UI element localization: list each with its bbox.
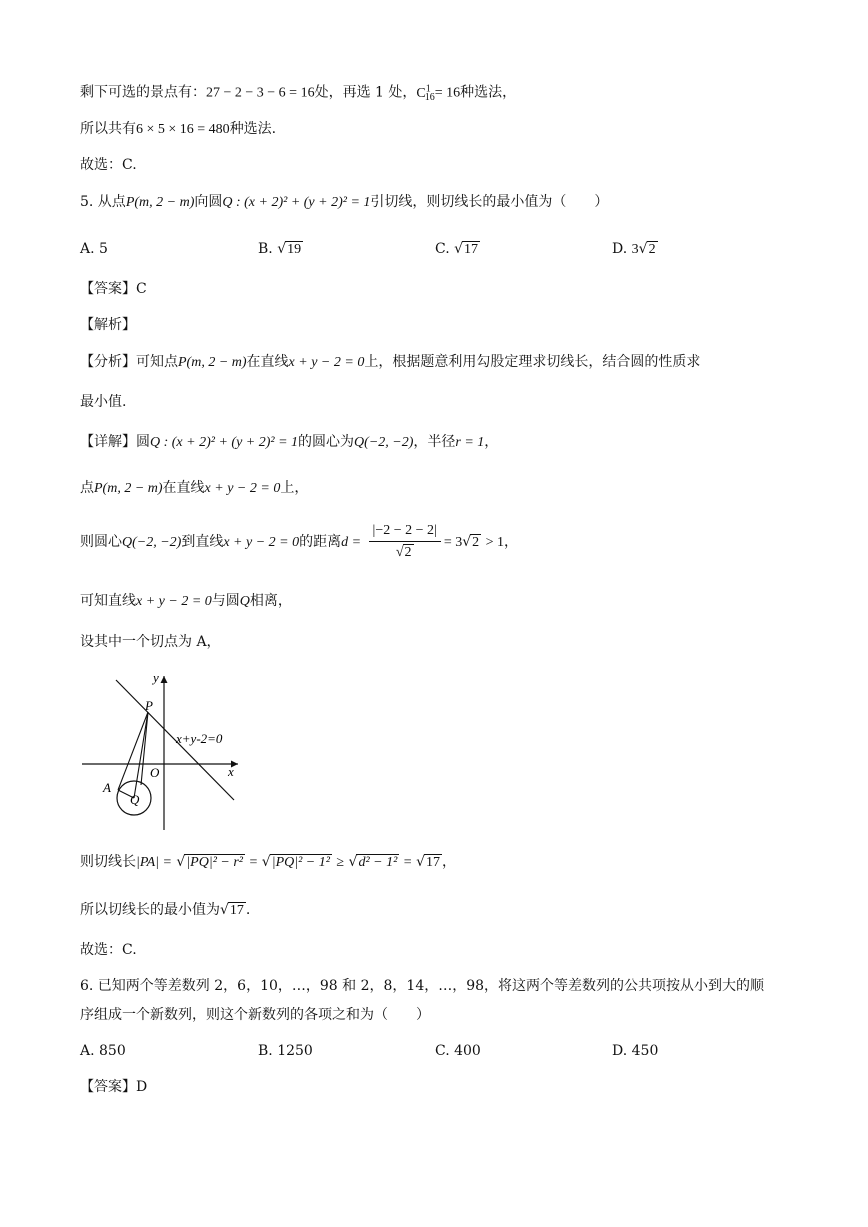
analysis-line-1: 【分析】可知点P(m, 2 − m)在直线x + y − 2 = 0上，根据题意利用勾股定理求切线长，结合圆的性质求 xyxy=(80,354,701,370)
detail-line-4: 可知直线x + y − 2 = 0与圆Q相离， xyxy=(80,593,292,609)
combination: $C^1_{16}$ xyxy=(416,83,435,104)
detail-line-6: 则切线长|PA| = √|PQ|² − r² = √|PQ|² − 1² ≥ √d² − 1² = √17 ， xyxy=(80,854,457,870)
distance-fraction: $\frac{|-2 - 2 - 2|}{√2}$ xyxy=(369,521,441,564)
label-o: O xyxy=(150,765,160,780)
question-6-line-2: 序组成一个新数列，则这个新数列的各项之和为（ ） xyxy=(80,1007,430,1023)
label-y: y xyxy=(153,670,159,685)
label-a: A xyxy=(103,780,111,795)
option-6-c: C. 400 xyxy=(435,1043,481,1059)
option-6-a: A. 850 xyxy=(80,1043,126,1059)
text: 剩下可选的景点有： xyxy=(80,84,206,101)
question-5: 5. 从点P(m, 2 − m)向圆Q : (x + 2)² + (y + 2)² = 1引切线，则切线长的最小值为（ ） xyxy=(80,194,609,210)
line-choose-c-2: 故选：C. xyxy=(80,942,137,958)
text: 种选法， xyxy=(460,84,517,101)
math: = 16 xyxy=(434,85,461,101)
label-q: Q xyxy=(130,792,140,807)
line-choose-c-1: 故选：C. xyxy=(80,157,137,173)
detail-line-5: 设其中一个切点为 A， xyxy=(80,634,221,650)
text: 处，再选 1 处， xyxy=(314,84,417,101)
label-line-equation: x+y-2=0 xyxy=(176,731,223,746)
analysis-line-2: 最小值. xyxy=(80,394,127,410)
math: 27 − 2 − 3 − 6 = 16 xyxy=(206,85,315,101)
detail-line-3: 则圆心Q(−2, −2)到直线x + y − 2 = 0的距离d = $\frac{|-2 - 2 - 2|}{√2}$ = 3√2 > 1， xyxy=(80,520,518,565)
question-6-line-1: 6. 已知两个等差数列 2，6，10，…，98 和 2，8，14，…，98，将这两个等差数列的公共项按从小到大的顺 xyxy=(80,978,765,994)
answer-6: 【答案】D xyxy=(80,1079,148,1095)
option-5-d: D. 3√2 xyxy=(612,241,656,257)
line-total-ways: 所以共有6 × 5 × 16 = 480种选法. xyxy=(80,121,277,137)
detail-line-2: 点P(m, 2 − m)在直线x + y − 2 = 0上， xyxy=(80,480,309,496)
option-5-c: C. √17 xyxy=(435,241,479,257)
option-5-a: A. 5 xyxy=(80,241,108,257)
option-5-b: B. √19 xyxy=(258,241,302,257)
answer-5: 【答案】C xyxy=(80,281,147,297)
analysis-heading: 【解析】 xyxy=(80,317,136,333)
detail-line-7: 所以切线长的最小值为√17 . xyxy=(80,902,251,918)
label-x: x xyxy=(228,764,234,779)
segment-pa xyxy=(118,712,148,790)
detail-line-1: 【详解】圆Q : (x + 2)² + (y + 2)² = 1的圆心为Q(−2, −2)，半径r = 1， xyxy=(80,434,499,450)
tangent-diagram xyxy=(78,668,248,833)
label-p: P xyxy=(145,698,153,713)
option-6-b: B. 1250 xyxy=(258,1043,313,1059)
line-remaining-spots xyxy=(80,78,516,109)
option-6-d: D. 450 xyxy=(612,1043,659,1059)
